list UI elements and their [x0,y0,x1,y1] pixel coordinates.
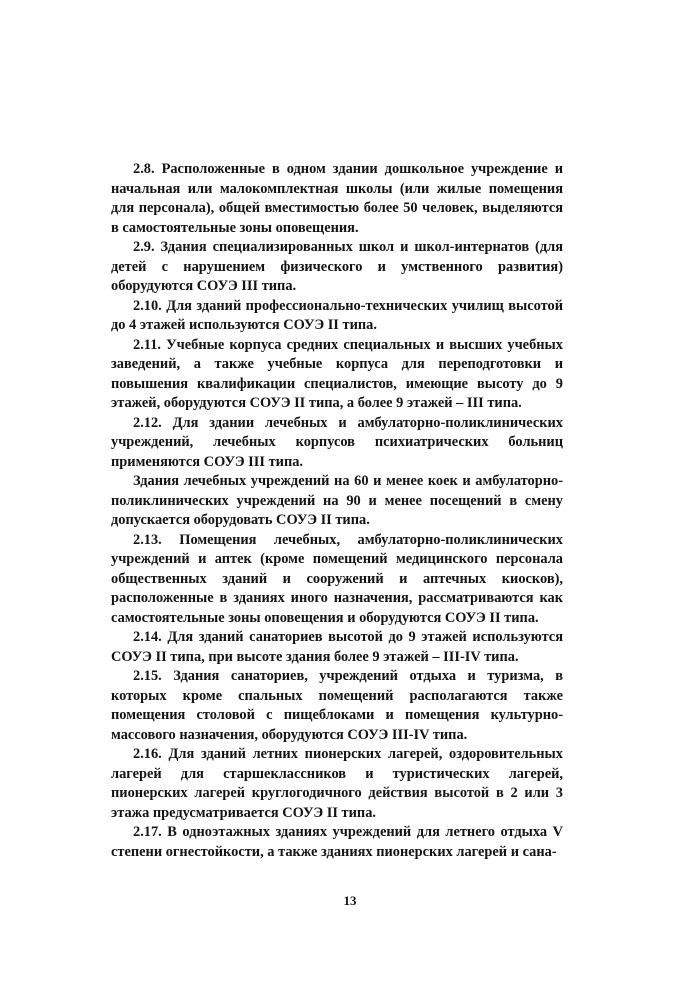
paragraph-2-8: 2.8. Расположенные в одном здании дошкольное учреждение и начальная или малокомплектная школы (или жилые помещения для персонала), общей вместимостью более 50 человек, выделяются в самостоятельные зоны оповещения. [111,161,563,236]
paragraph-2-10: 2.10. Для зданий профессионально-технических училищ высотой до 4 этажей используются СОУЭ II типа. [111,297,563,333]
paragraph-2-9: 2.9. Здания специализированных школ и школ-интернатов (для детей с нарушением физического и умственного развития) оборудуются СОУЭ III типа. [111,239,563,294]
paragraph-2-17: 2.17. В одноэтажных зданиях учреждений для летнего отдыха V степени огнестойкости, а также зданиях пионерских лагерей и сана- [111,824,563,860]
paragraph-2-15: 2.15. Здания санаториев, учреждений отдыха и туризма, в которых кроме спальных помещений располагаются также помещения столовой с пищеблоками и помещения культурно-массового назначения, оборудуются СОУЭ III-IV типа. [111,668,563,743]
paragraph-2-14: 2.14. Для зданий санаториев высотой до 9 этажей используются СОУЭ II типа, при высоте здания более 9 этажей – III-IV типа. [111,629,563,665]
paragraph-2-12-continued: Здания лечебных учреждений на 60 и менее коек и амбулаторно-поликлинических учреждений на 90 и менее посещений в смену допускается оборудовать СОУЭ II типа. [111,473,563,528]
paragraph-2-11: 2.11. Учебные корпуса средних специальных и высших учебных заведений, а также учебные корпуса для переподготовки и повышения квалификации специалистов, имеющие высоту до 9 этажей, оборудуются СОУЭ II типа, а более 9 этажей – III типа. [111,336,563,411]
paragraph-2-13: 2.13. Помещения лечебных, амбулаторно-поликлинических учреждений и аптек (кроме помещений медицинского персонала общественных зданий и сооружений и аптечных киосков), расположенные в зданиях иного назначения, рассматриваются как самостоятельные зоны оповещения и оборудуются СОУЭ II типа. [111,531,563,626]
paragraph-2-12: 2.12. Для здании лечебных и амбулаторно-поликлинических учреждений, лечебных корпусов психиатрических больниц применяются СОУЭ III типа. [111,414,563,470]
page-number: 13 [343,893,357,908]
paragraph-2-16: 2.16. Для зданий летних пионерских лагерей, оздоровительных лагерей для старшеклассников и туристических лагерей, пионерских лагерей круглогодичного действия высотой в 2 или 3 этажа предусматривается СОУЭ II типа. [111,746,563,821]
document-body [111,160,563,862]
